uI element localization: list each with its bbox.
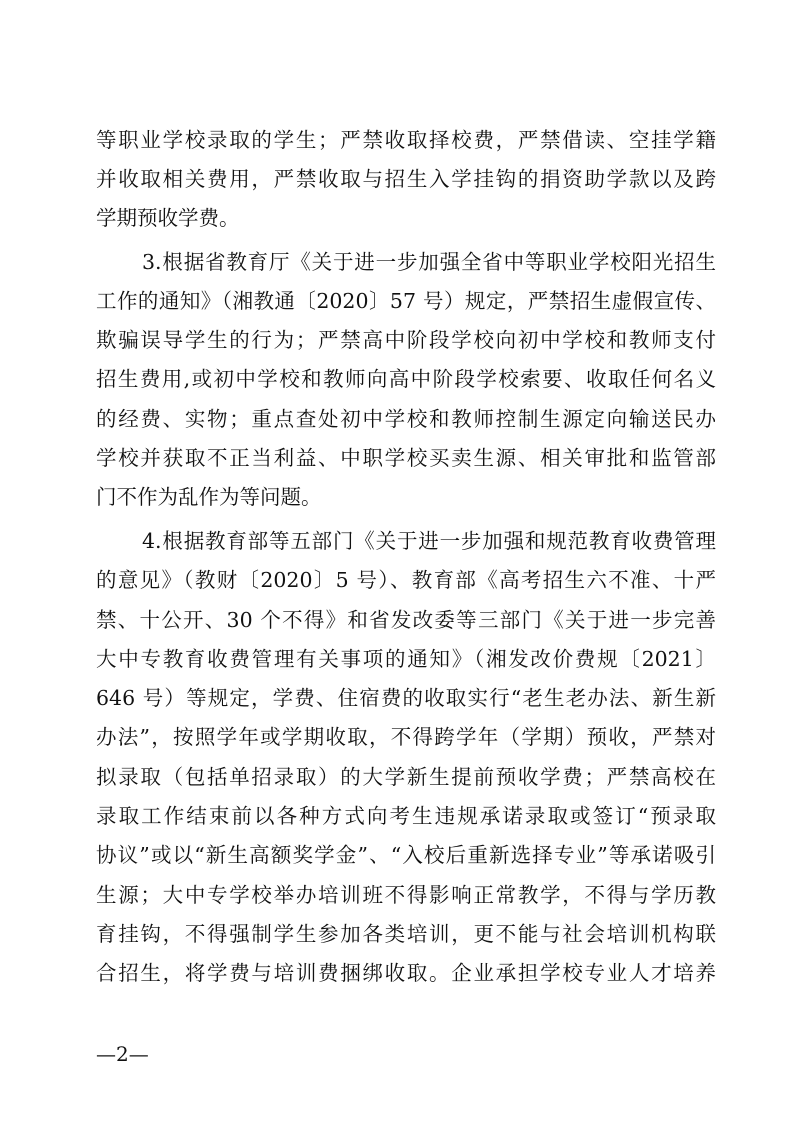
paragraph-3-line-3: 欺骗误导学生的行为；严禁高中阶段学校向初中学校和教师支付 bbox=[96, 328, 716, 352]
paragraph-4-line-7: 拟录取（包括单招录取）的大学新生提前预收学费；严禁高校在 bbox=[96, 765, 716, 789]
paragraph-3-line-6: 学校并获取不正当利益、中职学校买卖生源、相关审批和监管部 bbox=[96, 446, 716, 470]
paragraph-4-line-12: 合招生，将学费与培训费捆绑收取。企业承担学校专业人才培养 bbox=[96, 961, 716, 985]
paragraph-4-line-8: 录取工作结束前以各种方式向考生违规承诺录取或签订“预录取 bbox=[96, 804, 716, 828]
paragraph-4-line-10: 生源；大中专学校举办培训班不得影响正常教学，不得与学历教 bbox=[96, 883, 716, 907]
paragraph-3-line-5: 的经费、实物；重点查处初中学校和教师控制生源定向输送民办 bbox=[96, 407, 716, 431]
paragraph-4-line-6: 办法”，按照学年或学期收取，不得跨学年（学期）预收，严禁对 bbox=[96, 725, 716, 749]
paragraph-4-line-2: 的意见》（教财〔2020〕5 号）、教育部《高考招生六不准、十严 bbox=[96, 568, 716, 592]
page-number: —2— bbox=[96, 1042, 149, 1066]
paragraph-3-line-7: 门不作为乱作为等问题。 bbox=[96, 485, 322, 509]
paragraph-4-line-9: 协议”或以“新生高额奖学金”、“入校后重新选择专业”等承诺吸引 bbox=[96, 843, 716, 867]
paragraph-4-line-5: 646 号）等规定，学费、住宿费的收取实行“老生老办法、新生新 bbox=[96, 686, 716, 710]
paragraph-4-line-1: 4.根据教育部等五部门《关于进一步加强和规范教育收费管理 bbox=[142, 529, 716, 553]
paragraph-3-line-2: 工作的通知》（湘教通〔2020〕57 号）规定，严禁招生虚假宣传、 bbox=[96, 289, 716, 313]
paragraph-cont-line-3: 学期预收学费。 bbox=[96, 206, 240, 230]
paragraph-cont-line-2: 并收取相关费用，严禁收取与招生入学挂钩的捐资助学款以及跨 bbox=[96, 167, 716, 191]
paragraph-4-line-11: 育挂钩，不得强制学生参加各类培训，更不能与社会培训机构联 bbox=[96, 922, 716, 946]
paragraph-4-line-3: 禁、十公开、30 个不得》和省发改委等三部门《关于进一步完善 bbox=[96, 608, 716, 632]
paragraph-3-line-4: 招生费用,或初中学校和教师向高中阶段学校索要、收取任何名义 bbox=[96, 367, 716, 391]
paragraph-4-line-4: 大中专教育收费管理有关事项的通知》（湘发改价费规〔2021〕 bbox=[96, 647, 716, 671]
paragraph-3-line-1: 3.根据省教育厅《关于进一步加强全省中等职业学校阳光招生 bbox=[142, 250, 716, 274]
paragraph-cont-line-1: 等职业学校录取的学生；严禁收取择校费，严禁借读、空挂学籍 bbox=[96, 128, 716, 152]
